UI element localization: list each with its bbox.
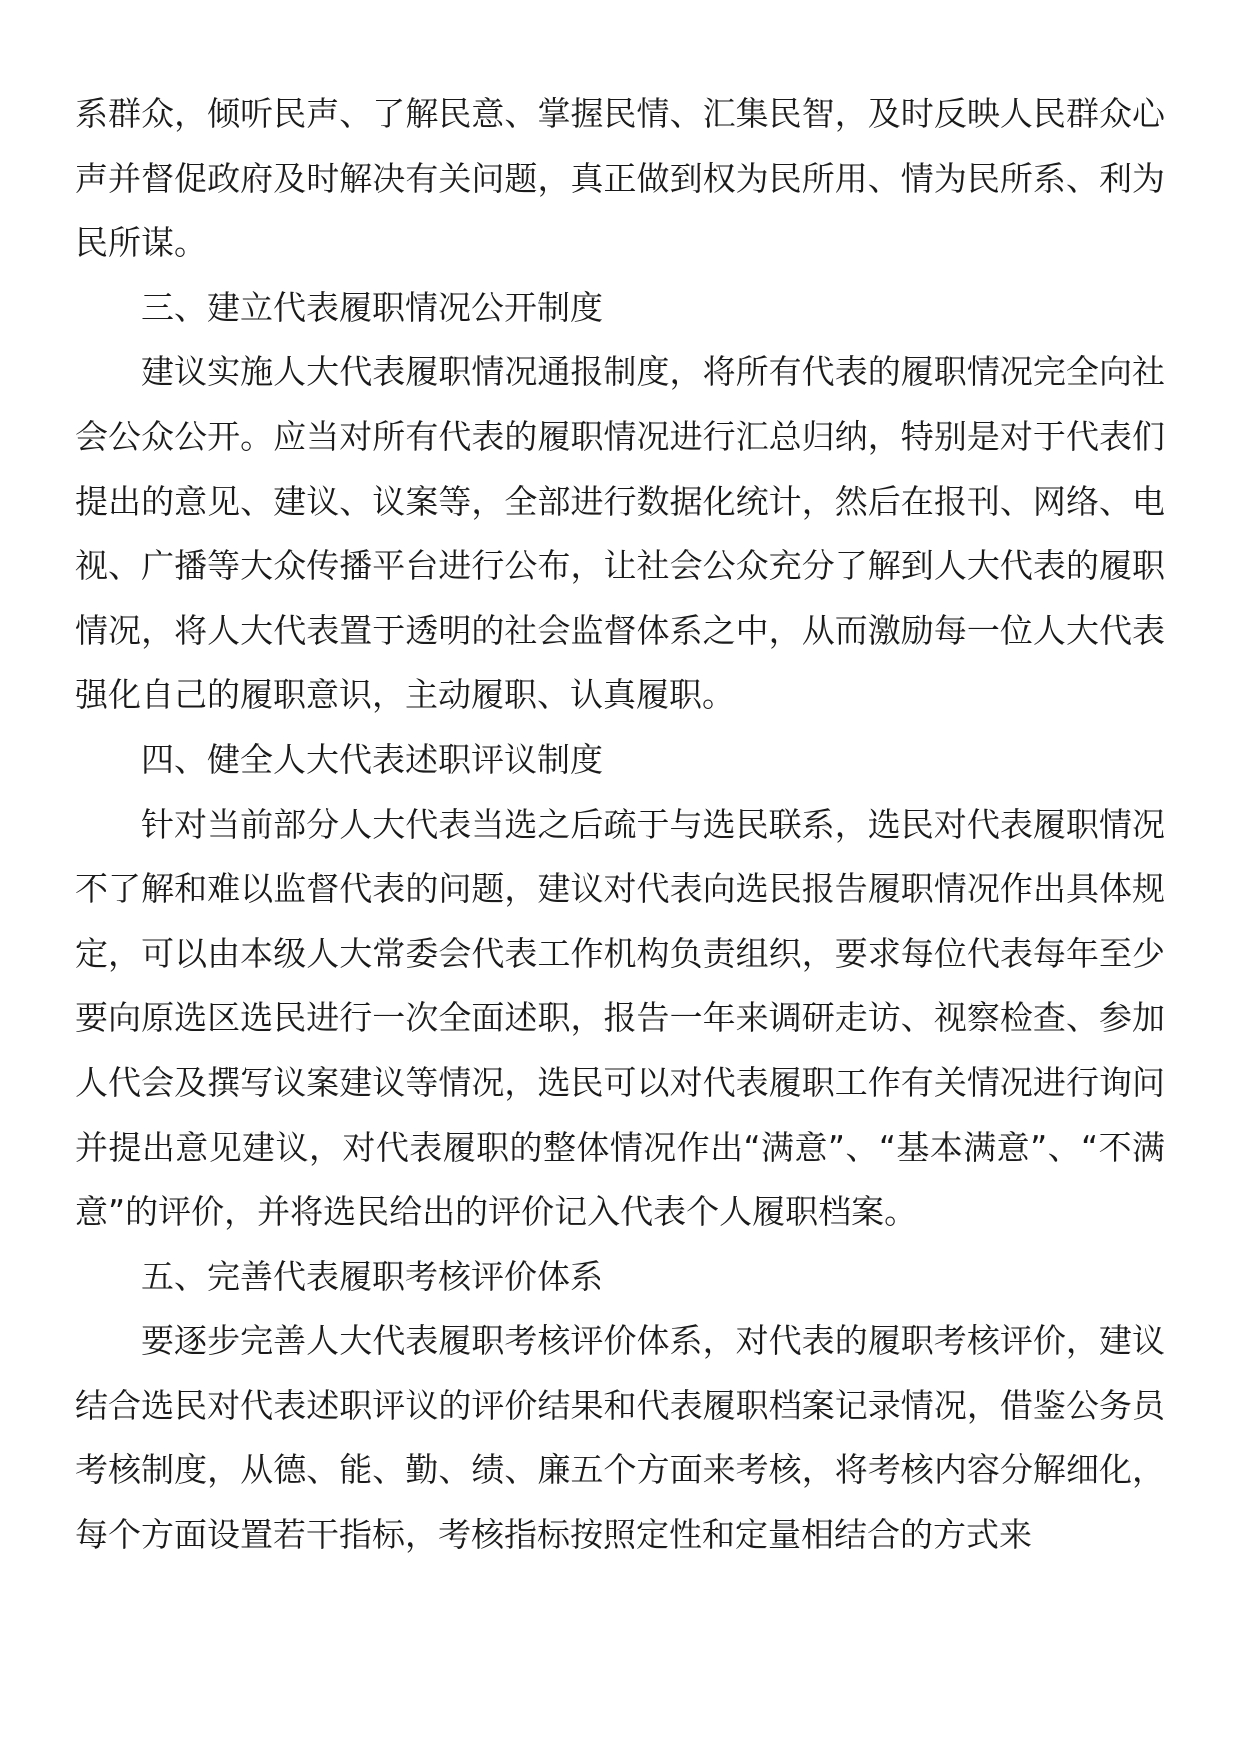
paragraph-continuation: 系群众，倾听民声、了解民意、掌握民情、汇集民智，及时反映人民群众心声并督促政府及时解决有关问题，真正做到权为民所用、情为民所系、利为民所谋。	[75, 94, 1165, 263]
document-body	[75, 82, 1165, 1568]
paragraph-review-system: 针对当前部分人大代表当选之后疏于与选民联系，选民对代表履职情况不了解和难以监督代表的问题，建议对代表向选民报告履职情况作出具体规定，可以由本级人大常委会代表工作机构负责组织，要求每位代表每年至少要向原选区选民进行一次全面述职，报告一年来调研走访、视察检查、参加人代会及撰写议案建议等情况，选民可以对代表履职工作有关情况进行询问并提出意见建议，对代表履职的整体情况作出“满意”、“基本满意”、“不满意”的评价，并将选民给出的评价记入代表个人履职档案。	[75, 804, 1165, 1232]
paragraph-disclosure-system: 建议实施人大代表履职情况通报制度，将所有代表的履职情况完全向社会公众公开。应当对所有代表的履职情况进行汇总归纳，特别是对于代表们提出的意见、建议、议案等，全部进行数据化统计，然后在报刊、网络、电视、广播等大众传播平台进行公布，让社会公众充分了解到人大代表的履职情况，将人大代表置于透明的社会监督体系之中，从而激励每一位人大代表强化自己的履职意识，主动履职、认真履职。	[75, 352, 1165, 715]
section-heading-4: 四、健全人大代表述职评议制度	[141, 739, 603, 779]
paragraph-evaluation-system: 要逐步完善人大代表履职考核评价体系，对代表的履职考核评价，建议结合选民对代表述职评议的评价结果和代表履职档案记录情况，借鉴公务员考核制度，从德、能、勤、绩、廉五个方面来考核，将考核内容分解细化，每个方面设置若干指标，考核指标按照定性和定量相结合的方式来	[75, 1321, 1165, 1555]
section-heading-3: 三、建立代表履职情况公开制度	[141, 287, 603, 327]
section-heading-5: 五、完善代表履职考核评价体系	[141, 1256, 603, 1296]
